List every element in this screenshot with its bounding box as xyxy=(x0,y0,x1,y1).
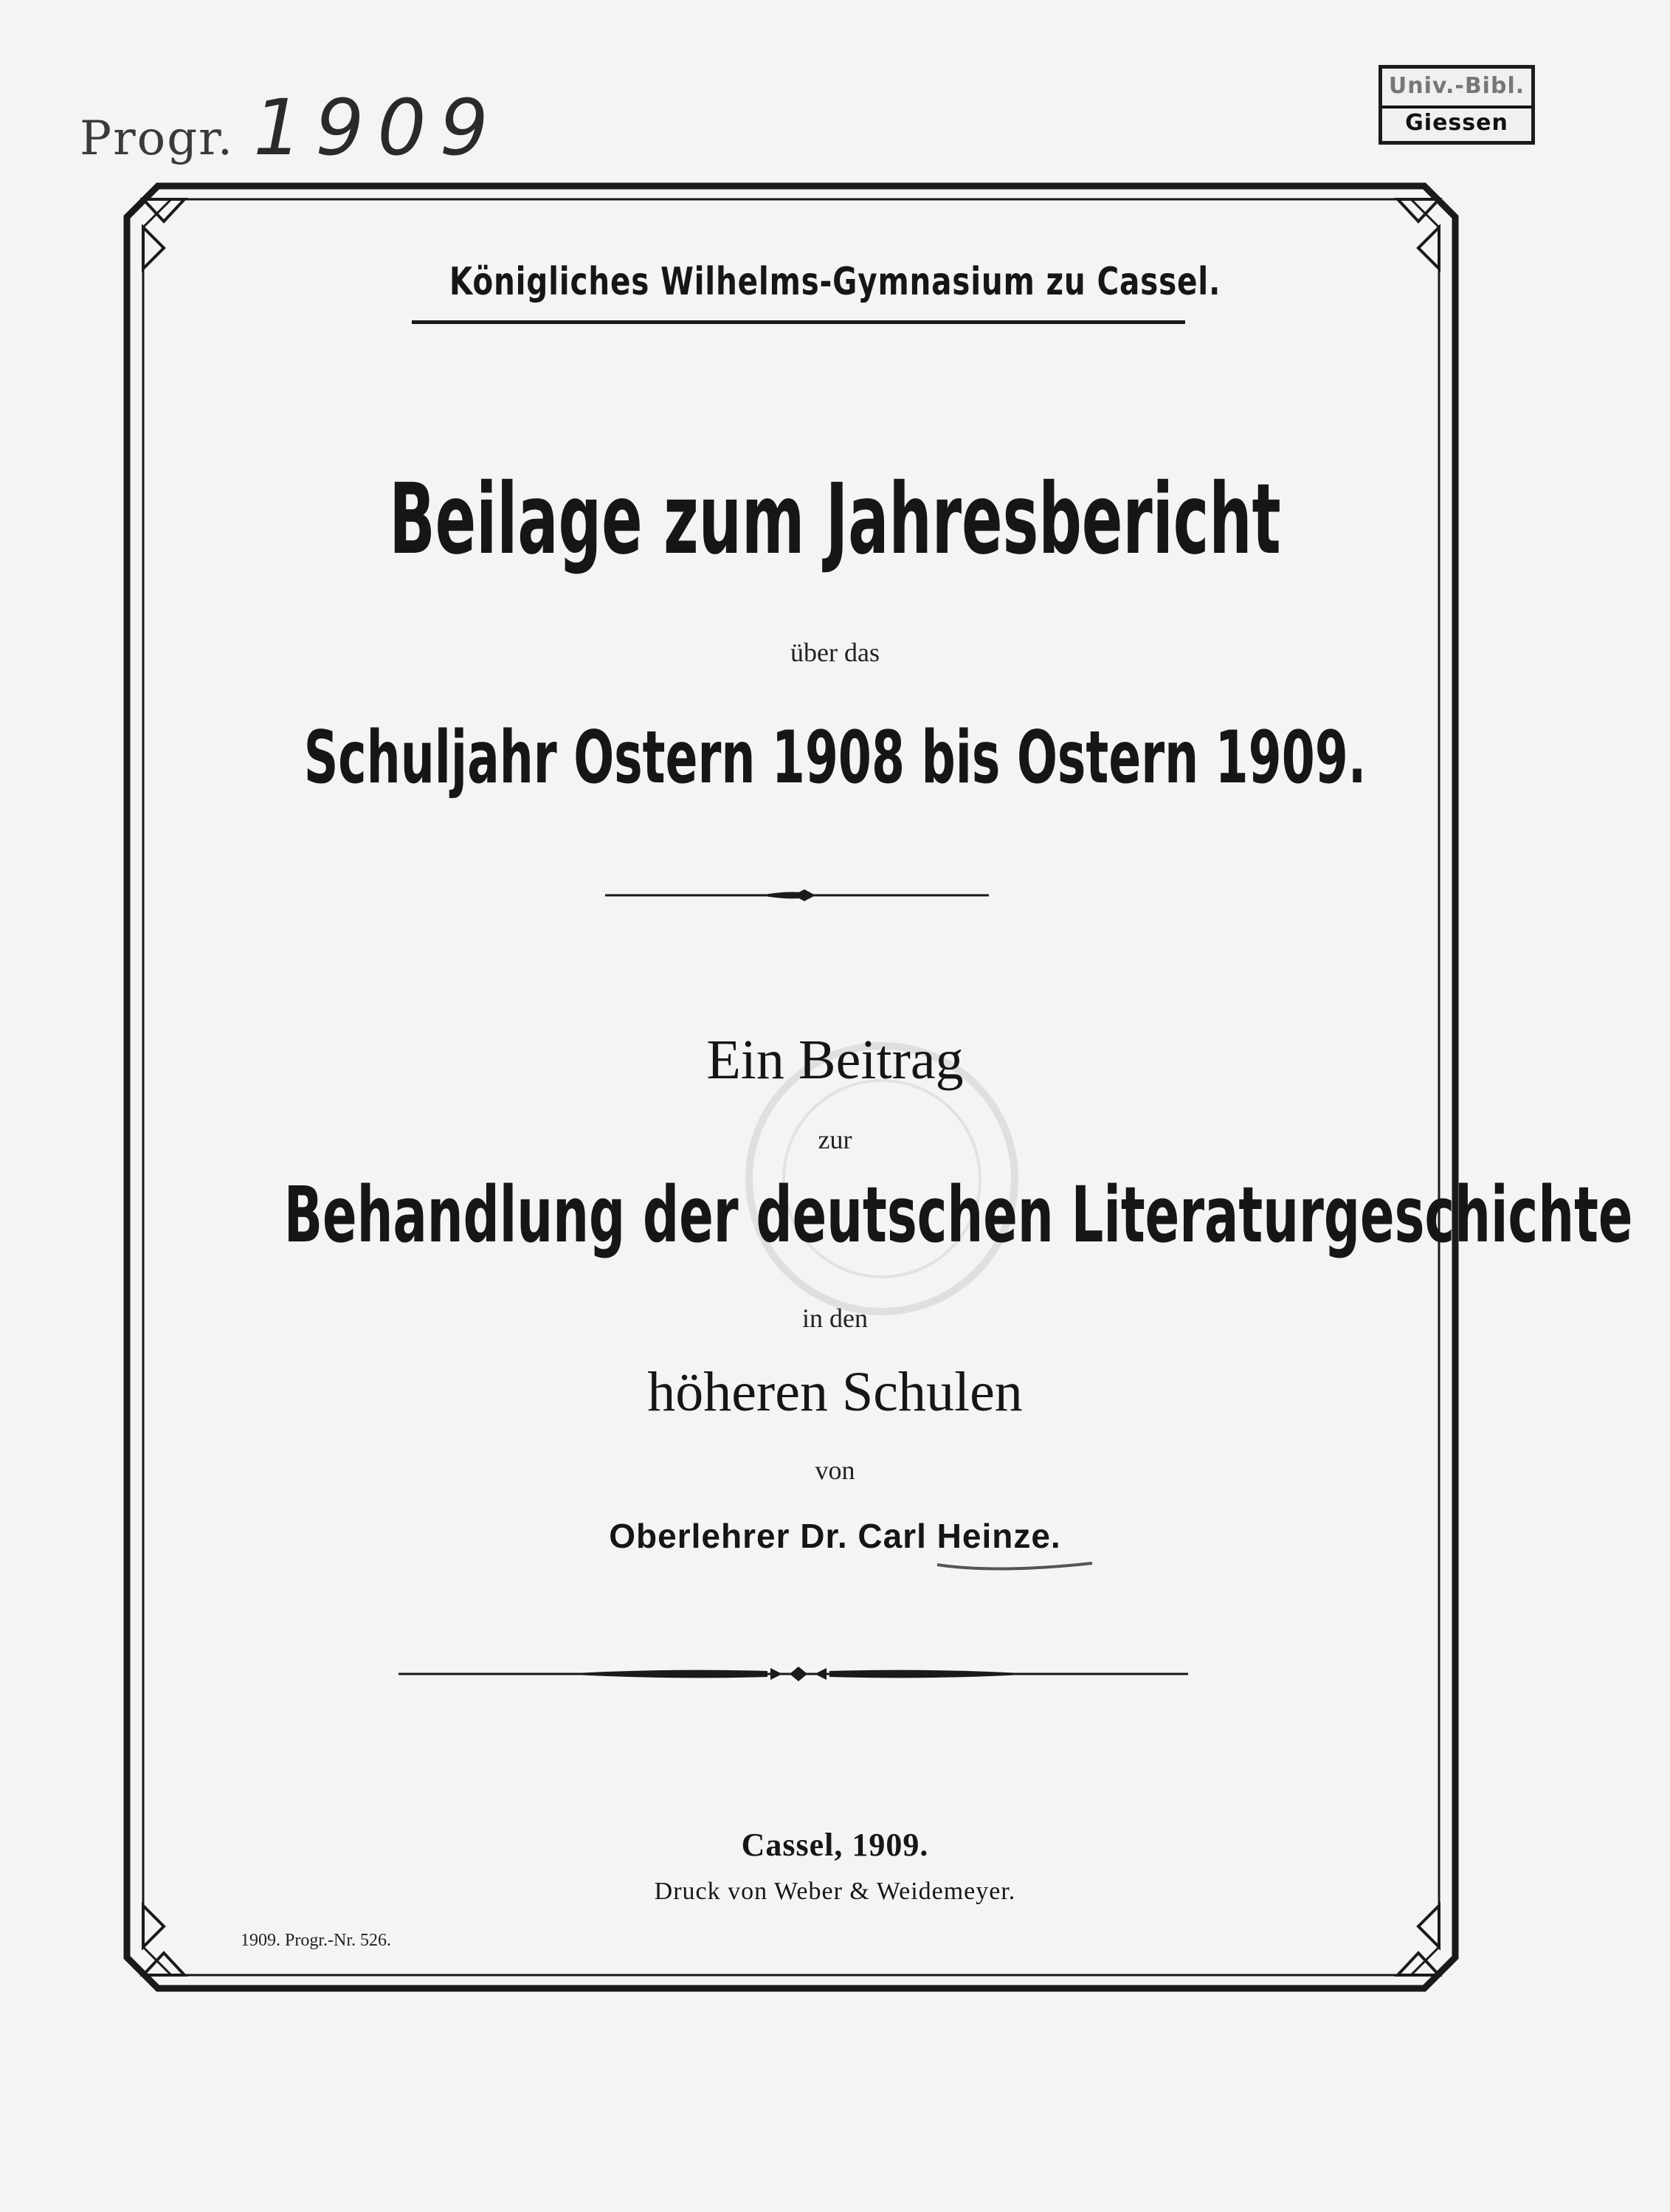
von: von xyxy=(815,1455,855,1485)
school-underline xyxy=(412,320,1185,324)
shelfmark-prefix: Progr. xyxy=(80,111,235,166)
ueber-das: über das xyxy=(790,638,880,667)
school-year: Schuljahr Ostern 1908 bis Ostern 1909. xyxy=(303,716,1367,800)
ein-beitrag: Ein Beitrag xyxy=(706,1029,964,1091)
school-name: Königliches Wilhelms-Gymnasium zu Cassel. xyxy=(449,260,1221,304)
program-number: 1909. Progr.-Nr. 526. xyxy=(241,1931,391,1950)
library-stamp-line1: Univ.-Bibl. xyxy=(1388,73,1525,99)
hoeheren-schulen: höheren Schulen xyxy=(647,1361,1023,1423)
in-den: in den xyxy=(802,1303,868,1333)
library-stamp-line2: Giessen xyxy=(1382,106,1531,136)
author: Oberlehrer Dr. Carl Heinze. xyxy=(609,1517,1061,1555)
main-title: Beilage zum Jahresbericht xyxy=(389,463,1281,576)
zur: zur xyxy=(818,1125,852,1154)
place-date: Cassel, 1909. xyxy=(741,1827,929,1863)
printer: Druck von Weber & Weidemeyer. xyxy=(654,1878,1016,1905)
shelfmark-year: 1909 xyxy=(253,83,502,173)
subject-title: Behandlung der deutschen Literaturgeschichte xyxy=(283,1170,1633,1260)
